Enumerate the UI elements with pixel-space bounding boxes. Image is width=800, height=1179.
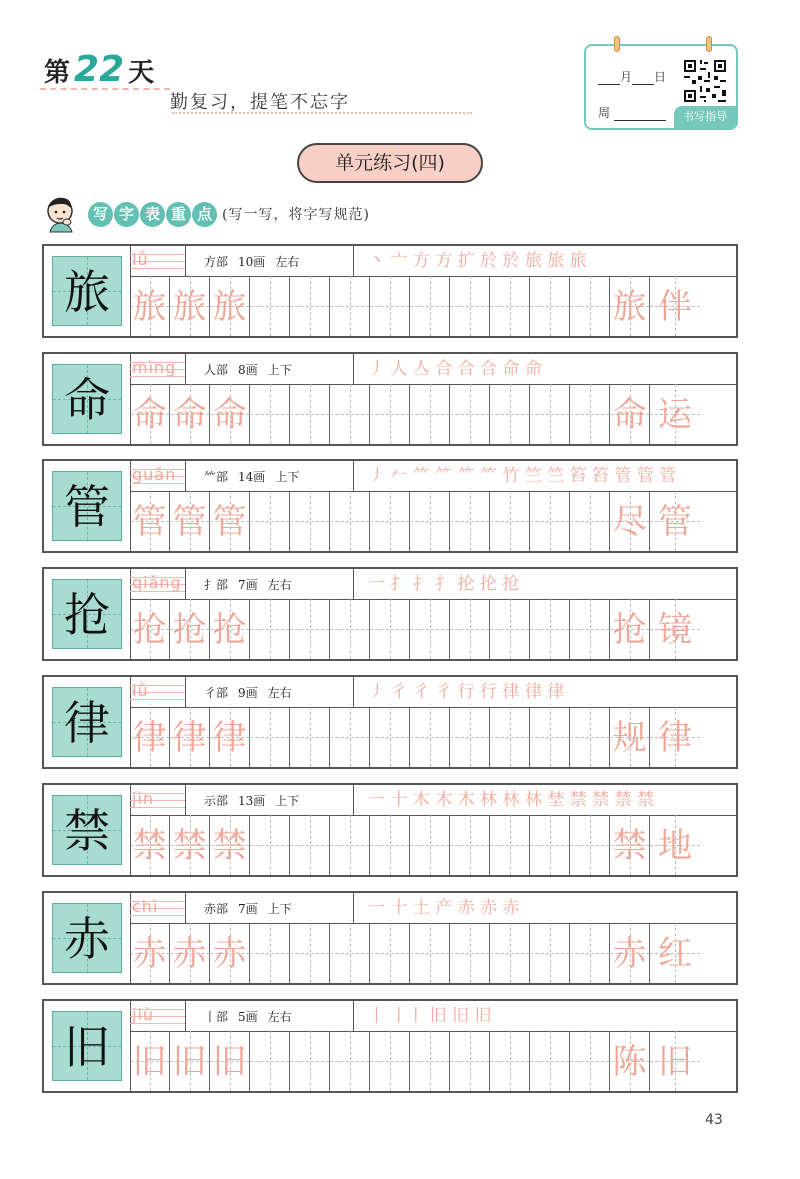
date-card bbox=[584, 44, 738, 130]
section-note: (写一写，将字写规范) bbox=[222, 207, 370, 223]
model-char-box bbox=[52, 687, 122, 757]
practice-cell[interactable] bbox=[210, 923, 250, 983]
practice-cell[interactable] bbox=[290, 276, 330, 336]
char-info bbox=[186, 1001, 354, 1031]
practice-cell[interactable] bbox=[170, 491, 210, 551]
word-char: 尽 bbox=[612, 502, 647, 542]
practice-cell[interactable] bbox=[530, 707, 570, 767]
practice-cell[interactable] bbox=[370, 384, 410, 444]
trace-char: 抢 bbox=[212, 610, 247, 650]
model-char-box bbox=[52, 795, 122, 865]
trace-char: 禁 bbox=[212, 826, 247, 866]
model-char: 抢 bbox=[64, 588, 110, 642]
trace-char: 旅 bbox=[132, 287, 167, 327]
practice-cell[interactable] bbox=[370, 923, 410, 983]
trace-char: 抢 bbox=[172, 610, 207, 650]
stroke-count: 7画 bbox=[238, 901, 258, 916]
stroke-count: 7画 bbox=[238, 577, 258, 592]
word-char: 抢 bbox=[612, 610, 647, 650]
practice-cell[interactable] bbox=[570, 1031, 610, 1091]
week-blank[interactable] bbox=[614, 107, 666, 121]
practice-cell[interactable] bbox=[650, 384, 700, 444]
practice-cell[interactable] bbox=[130, 276, 170, 336]
practice-cell[interactable] bbox=[170, 276, 210, 336]
stroke-order: 一 十 土 产 赤 赤 赤 bbox=[368, 898, 520, 918]
stroke-order: 丿 人 亼 合 合 合 命 命 bbox=[368, 359, 542, 379]
practice-cell[interactable] bbox=[370, 1031, 410, 1091]
practice-cell[interactable] bbox=[610, 599, 650, 659]
section-title-char: 重 bbox=[166, 202, 191, 227]
practice-cell[interactable] bbox=[130, 923, 170, 983]
trace-char: 管 bbox=[212, 502, 247, 542]
practice-cell[interactable] bbox=[410, 384, 450, 444]
practice-cell[interactable] bbox=[370, 707, 410, 767]
word-char: 规 bbox=[612, 718, 647, 758]
practice-cell[interactable] bbox=[290, 491, 330, 551]
practice-cell[interactable] bbox=[530, 923, 570, 983]
practice-cell[interactable] bbox=[650, 815, 700, 875]
trace-char: 赤 bbox=[132, 934, 167, 974]
practice-cell[interactable] bbox=[570, 707, 610, 767]
practice-cell[interactable] bbox=[650, 1031, 700, 1091]
section-title-char: 表 bbox=[140, 202, 165, 227]
practice-cell[interactable] bbox=[570, 384, 610, 444]
character-card bbox=[42, 567, 738, 661]
practice-cell[interactable] bbox=[650, 276, 700, 336]
practice-cell[interactable] bbox=[130, 491, 170, 551]
practice-cell[interactable] bbox=[250, 384, 290, 444]
practice-cell[interactable] bbox=[450, 276, 490, 336]
practice-grid bbox=[130, 1031, 736, 1091]
char-info bbox=[186, 461, 354, 491]
practice-cell[interactable] bbox=[610, 491, 650, 551]
practice-grid bbox=[130, 815, 736, 875]
pinyin: jiù bbox=[132, 1005, 155, 1024]
char-info bbox=[186, 893, 354, 923]
radical: 扌部 bbox=[204, 577, 229, 592]
practice-cell[interactable] bbox=[370, 599, 410, 659]
practice-cell[interactable] bbox=[210, 707, 250, 767]
section-title-char: 字 bbox=[114, 202, 139, 227]
pinyin-box bbox=[130, 785, 186, 815]
model-char: 禁 bbox=[64, 804, 110, 858]
practice-cell[interactable] bbox=[170, 923, 210, 983]
day-title bbox=[44, 49, 155, 90]
practice-grid bbox=[130, 599, 736, 659]
trace-char: 管 bbox=[172, 502, 207, 542]
practice-cell[interactable] bbox=[610, 1031, 650, 1091]
radical: 示部 bbox=[204, 793, 229, 808]
practice-cell[interactable] bbox=[490, 276, 530, 336]
model-char: 管 bbox=[64, 480, 110, 534]
practice-cell[interactable] bbox=[610, 923, 650, 983]
trace-char: 律 bbox=[212, 718, 247, 758]
word-char: 陈 bbox=[612, 1042, 647, 1082]
practice-cell[interactable] bbox=[410, 599, 450, 659]
practice-cell[interactable] bbox=[450, 1031, 490, 1091]
trace-char: 律 bbox=[172, 718, 207, 758]
practice-cell[interactable] bbox=[650, 923, 700, 983]
stroke-count: 14画 bbox=[238, 469, 266, 484]
practice-cell[interactable] bbox=[410, 707, 450, 767]
month-blank[interactable] bbox=[598, 71, 620, 85]
trace-char: 禁 bbox=[172, 826, 207, 866]
practice-cell[interactable] bbox=[530, 491, 570, 551]
pinyin: qiǎng bbox=[132, 573, 182, 592]
practice-cell[interactable] bbox=[490, 384, 530, 444]
structure: 上下 bbox=[275, 469, 300, 484]
radical: 丨部 bbox=[204, 1009, 229, 1024]
char-info bbox=[186, 246, 354, 276]
practice-cell[interactable] bbox=[610, 707, 650, 767]
page-header bbox=[0, 0, 800, 140]
ring-icon bbox=[614, 36, 620, 52]
practice-cell[interactable] bbox=[250, 491, 290, 551]
section-title-char: 点 bbox=[192, 202, 217, 227]
practice-grid bbox=[130, 707, 736, 767]
character-card bbox=[42, 244, 738, 338]
structure: 左右 bbox=[275, 254, 300, 269]
practice-grid bbox=[130, 491, 736, 551]
practice-cell[interactable] bbox=[450, 923, 490, 983]
practice-cell[interactable] bbox=[130, 384, 170, 444]
practice-cell[interactable] bbox=[250, 1031, 290, 1091]
stroke-order: 丨 丨丨 旧 旧 旧 bbox=[368, 1006, 492, 1026]
radical: 方部 bbox=[204, 254, 229, 269]
qr-label[interactable]: 书写指导 bbox=[674, 106, 736, 128]
pinyin: lǜ bbox=[132, 681, 149, 700]
character-card bbox=[42, 459, 738, 553]
pinyin: mìng bbox=[132, 358, 177, 377]
word-char: 镜 bbox=[658, 610, 692, 650]
stroke-count: 10画 bbox=[238, 254, 266, 269]
model-char: 命 bbox=[64, 373, 110, 427]
practice-cell[interactable] bbox=[650, 707, 700, 767]
pinyin-box bbox=[130, 354, 186, 384]
trace-char: 命 bbox=[132, 395, 167, 435]
practice-cell[interactable] bbox=[530, 1031, 570, 1091]
pinyin: jìn bbox=[132, 789, 155, 808]
stroke-order: 一 十 木 木 木 林 林 林 埜 禁 禁 禁 禁 bbox=[368, 790, 654, 810]
pinyin-box bbox=[130, 569, 186, 599]
practice-cell[interactable] bbox=[370, 276, 410, 336]
thinking-boy-icon bbox=[40, 194, 86, 234]
word-char: 律 bbox=[658, 718, 692, 758]
practice-cell[interactable] bbox=[650, 599, 700, 659]
practice-cell[interactable] bbox=[290, 1031, 330, 1091]
practice-cell[interactable] bbox=[570, 923, 610, 983]
practice-cell[interactable] bbox=[410, 276, 450, 336]
structure: 上下 bbox=[267, 362, 292, 377]
practice-cell[interactable] bbox=[370, 815, 410, 875]
practice-cell[interactable] bbox=[250, 276, 290, 336]
structure: 左右 bbox=[267, 1009, 292, 1024]
practice-cell[interactable] bbox=[250, 815, 290, 875]
character-card bbox=[42, 999, 738, 1093]
practice-cell[interactable] bbox=[170, 707, 210, 767]
practice-cell[interactable] bbox=[410, 923, 450, 983]
model-char-box bbox=[52, 579, 122, 649]
practice-grid bbox=[130, 276, 736, 336]
practice-cell[interactable] bbox=[170, 815, 210, 875]
pinyin-box bbox=[130, 1001, 186, 1031]
pinyin-box bbox=[130, 461, 186, 491]
char-info bbox=[186, 785, 354, 815]
practice-cell[interactable] bbox=[610, 815, 650, 875]
practice-cell[interactable] bbox=[330, 707, 370, 767]
practice-cell[interactable] bbox=[290, 815, 330, 875]
pinyin: lǚ bbox=[132, 250, 149, 269]
practice-cell[interactable] bbox=[170, 384, 210, 444]
day-suffix: 天 bbox=[128, 58, 155, 88]
trace-char: 旧 bbox=[172, 1042, 207, 1082]
ring-icon bbox=[706, 36, 712, 52]
practice-cell[interactable] bbox=[250, 707, 290, 767]
practice-cell[interactable] bbox=[210, 599, 250, 659]
motto: 勤复习，提笔不忘字 bbox=[170, 92, 350, 113]
practice-cell[interactable] bbox=[330, 599, 370, 659]
day-blank[interactable] bbox=[632, 71, 654, 85]
month-label: 月 bbox=[620, 70, 633, 84]
divider bbox=[172, 112, 472, 114]
word-char: 红 bbox=[658, 934, 692, 974]
divider bbox=[40, 88, 170, 90]
trace-char: 命 bbox=[172, 395, 207, 435]
practice-grid bbox=[130, 923, 736, 983]
practice-cell[interactable] bbox=[450, 491, 490, 551]
practice-cell[interactable] bbox=[130, 1031, 170, 1091]
model-char: 旅 bbox=[64, 265, 110, 319]
structure: 左右 bbox=[267, 685, 292, 700]
pinyin-box bbox=[130, 893, 186, 923]
practice-cell[interactable] bbox=[130, 599, 170, 659]
pinyin-box bbox=[130, 677, 186, 707]
model-char-box bbox=[52, 1011, 122, 1081]
word-char: 命 bbox=[612, 395, 647, 435]
practice-cell[interactable] bbox=[490, 707, 530, 767]
practice-cell[interactable] bbox=[490, 599, 530, 659]
practice-cell[interactable] bbox=[610, 384, 650, 444]
practice-cell[interactable] bbox=[490, 1031, 530, 1091]
practice-cell[interactable] bbox=[570, 815, 610, 875]
practice-cell[interactable] bbox=[290, 707, 330, 767]
practice-cell[interactable] bbox=[330, 276, 370, 336]
word-char: 旅 bbox=[612, 287, 647, 327]
practice-grid bbox=[130, 384, 736, 444]
word-char: 管 bbox=[658, 502, 692, 542]
char-info bbox=[186, 354, 354, 384]
page-number: 43 bbox=[705, 1112, 723, 1128]
practice-cell[interactable] bbox=[130, 815, 170, 875]
radical: 彳部 bbox=[204, 685, 229, 700]
practice-cell[interactable] bbox=[490, 923, 530, 983]
practice-cell[interactable] bbox=[250, 599, 290, 659]
week-label: 周 bbox=[598, 106, 611, 120]
word-char: 运 bbox=[658, 395, 692, 435]
word-char: 地 bbox=[658, 826, 692, 866]
model-char: 赤 bbox=[64, 912, 110, 966]
practice-cell[interactable] bbox=[330, 923, 370, 983]
stroke-order: 丶 亠 方 方 扩 於 於 旅 旅 旅 bbox=[368, 251, 587, 271]
practice-cell[interactable] bbox=[210, 815, 250, 875]
practice-cell[interactable] bbox=[650, 491, 700, 551]
radical: ⺮部 bbox=[204, 469, 229, 484]
char-info bbox=[186, 569, 354, 599]
model-char-box bbox=[52, 364, 122, 434]
radical: 赤部 bbox=[204, 901, 229, 916]
stroke-count: 5画 bbox=[238, 1009, 258, 1024]
qr-code-icon[interactable] bbox=[682, 58, 728, 104]
character-card bbox=[42, 675, 738, 769]
day-number: 22 bbox=[74, 49, 125, 90]
trace-char: 抢 bbox=[132, 610, 167, 650]
trace-char: 管 bbox=[132, 502, 167, 542]
practice-cell[interactable] bbox=[170, 599, 210, 659]
practice-cell[interactable] bbox=[490, 815, 530, 875]
practice-cell[interactable] bbox=[250, 923, 290, 983]
model-char-box bbox=[52, 471, 122, 541]
trace-char: 律 bbox=[132, 718, 167, 758]
trace-char: 禁 bbox=[132, 826, 167, 866]
day-label: 日 bbox=[654, 70, 667, 84]
practice-cell[interactable] bbox=[450, 815, 490, 875]
practice-cell[interactable] bbox=[570, 599, 610, 659]
practice-cell[interactable] bbox=[410, 491, 450, 551]
practice-cell[interactable] bbox=[450, 599, 490, 659]
structure: 上下 bbox=[275, 793, 300, 808]
trace-char: 旧 bbox=[132, 1042, 167, 1082]
word-char: 禁 bbox=[612, 826, 647, 866]
practice-cell[interactable] bbox=[530, 384, 570, 444]
stroke-order: 一 扌 扌 扌 抡 抡 抢 bbox=[368, 574, 520, 594]
pinyin: guǎn bbox=[132, 465, 177, 484]
model-char: 律 bbox=[64, 696, 110, 750]
practice-cell[interactable] bbox=[370, 491, 410, 551]
section-heading bbox=[40, 196, 370, 232]
day-prefix: 第 bbox=[44, 58, 71, 88]
char-info bbox=[186, 677, 354, 707]
stroke-count: 13画 bbox=[238, 793, 266, 808]
practice-cell[interactable] bbox=[570, 491, 610, 551]
practice-cell[interactable] bbox=[290, 384, 330, 444]
trace-char: 命 bbox=[212, 395, 247, 435]
practice-cell[interactable] bbox=[450, 384, 490, 444]
pinyin-box bbox=[130, 246, 186, 276]
practice-cell[interactable] bbox=[210, 1031, 250, 1091]
practice-cell[interactable] bbox=[210, 384, 250, 444]
week-row bbox=[598, 104, 666, 121]
structure: 左右 bbox=[267, 577, 292, 592]
word-char: 赤 bbox=[612, 934, 647, 974]
pinyin: chì bbox=[132, 897, 159, 916]
stroke-count: 8画 bbox=[238, 362, 258, 377]
word-char: 伴 bbox=[658, 287, 692, 327]
section-title bbox=[88, 202, 218, 227]
stroke-order: 丿 𠂉 ⺮ ⺮ ⺮ ⺮ 竹 竺 竺 笞 笞 管 管 管 bbox=[368, 466, 677, 486]
model-char-box bbox=[52, 903, 122, 973]
date-row bbox=[598, 68, 666, 85]
practice-cell[interactable] bbox=[210, 491, 250, 551]
model-char: 旧 bbox=[64, 1020, 110, 1074]
practice-cell[interactable] bbox=[130, 707, 170, 767]
practice-cell[interactable] bbox=[610, 276, 650, 336]
trace-char: 赤 bbox=[172, 934, 207, 974]
practice-cell[interactable] bbox=[330, 384, 370, 444]
practice-cell[interactable] bbox=[330, 1031, 370, 1091]
trace-char: 旅 bbox=[212, 287, 247, 327]
trace-char: 赤 bbox=[212, 934, 247, 974]
practice-cell[interactable] bbox=[410, 815, 450, 875]
practice-cell[interactable] bbox=[570, 276, 610, 336]
unit-title: 单元练习(四) bbox=[297, 143, 483, 183]
practice-cell[interactable] bbox=[490, 491, 530, 551]
practice-cell[interactable] bbox=[290, 923, 330, 983]
character-card bbox=[42, 352, 738, 446]
stroke-count: 9画 bbox=[238, 685, 258, 700]
practice-cell[interactable] bbox=[530, 276, 570, 336]
practice-cell[interactable] bbox=[170, 1031, 210, 1091]
practice-cell[interactable] bbox=[530, 815, 570, 875]
model-char-box bbox=[52, 256, 122, 326]
practice-cell[interactable] bbox=[210, 276, 250, 336]
practice-cell[interactable] bbox=[410, 1031, 450, 1091]
stroke-order: 丿 彳 彳 彳 行 行 律 律 律 bbox=[368, 682, 565, 702]
radical: 人部 bbox=[204, 362, 229, 377]
practice-cell[interactable] bbox=[450, 707, 490, 767]
trace-char: 旧 bbox=[212, 1042, 247, 1082]
practice-cell[interactable] bbox=[530, 599, 570, 659]
practice-cell[interactable] bbox=[330, 491, 370, 551]
character-card bbox=[42, 783, 738, 877]
character-card bbox=[42, 891, 738, 985]
trace-char: 旅 bbox=[172, 287, 207, 327]
word-char: 旧 bbox=[658, 1042, 692, 1082]
structure: 上下 bbox=[267, 901, 292, 916]
practice-cell[interactable] bbox=[290, 599, 330, 659]
section-title-char: 写 bbox=[88, 202, 113, 227]
practice-cell[interactable] bbox=[330, 815, 370, 875]
